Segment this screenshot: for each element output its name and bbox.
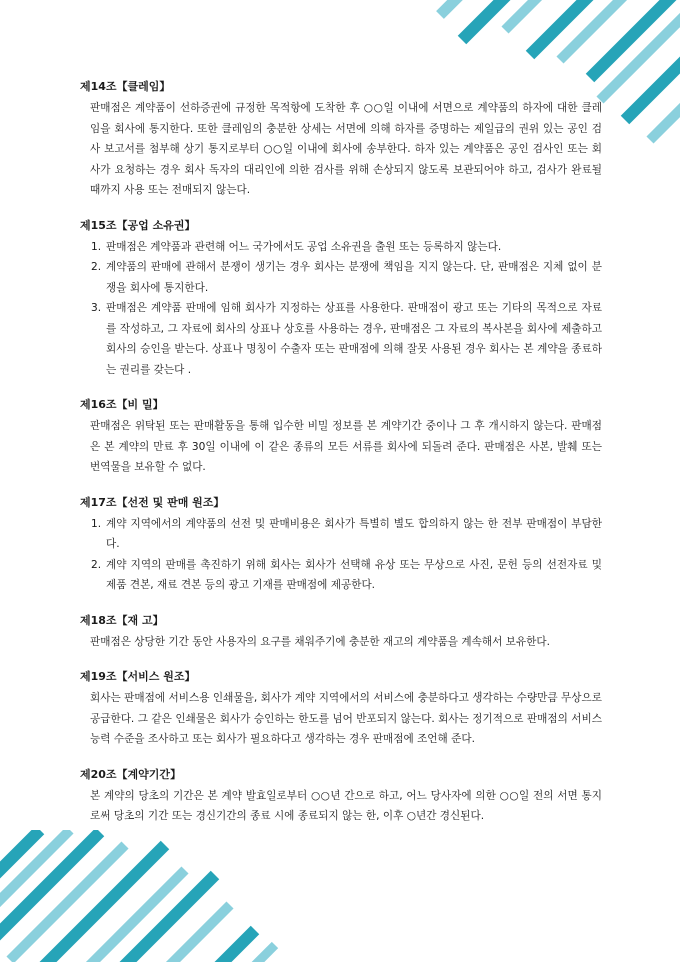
clause-number: 2. [91, 261, 102, 273]
article-20-contract-term [80, 766, 602, 827]
clause-text: 판매점은 계약품과 관련해 어느 국가에서도 공업 소유권을 출원 또는 등록하지 않는다. [106, 240, 502, 253]
clause-item [80, 257, 602, 298]
article-body: 회사는 판매점에 서비스용 인쇄물을, 회사가 계약 지역에서의 서비스에 충분하다고 생각하는 수량만큼 무상으로 공급한다. 그 같은 인쇄물은 회사가 승인하는 한도를 넘어 반포되지 않는다. 회사는 정기적으로 판매점의 서비스 능력 수준을 조사하고 또는 회사가 필요하다고 생각하는 경우 판매점에 조언해 준다. [90, 692, 602, 745]
article-16-confidentiality [80, 396, 602, 478]
article-title: 제15조【공업 소유권】 [80, 218, 196, 232]
clause-item [80, 298, 602, 380]
article-body: 본 계약의 당초의 기간은 본 계약 발효일로부터 ○○년 간으로 하고, 어느 당사자에 의한 ○○일 전의 서면 통지로써 당초의 기간 또는 경신기간의 종료 시에 종료되지 않는 한, 이후 ○년간 경신된다. [90, 789, 602, 822]
clause-item [80, 555, 602, 596]
article-clause-list [80, 514, 602, 596]
clause-item [80, 237, 602, 258]
clause-number: 1. [91, 517, 102, 530]
article-15-industrial-property [80, 217, 602, 381]
clause-text: 계약 지역의 판매를 촉진하기 위해 회사는 회사가 선택해 유상 또는 무상으로 사진, 문헌 등의 선전자료 및 제품 견본, 재료 견본 등의 광고 기재를 판매점에 제공한다. [106, 558, 602, 591]
clause-number: 3. [91, 302, 102, 314]
article-18-inventory [80, 612, 602, 653]
article-title: 제14조【클레임】 [80, 80, 171, 93]
contract-document [80, 78, 602, 843]
article-14-claims [80, 78, 602, 201]
article-17-advertising-support [80, 494, 602, 596]
article-title: 제17조【선전 및 판매 원조】 [80, 495, 225, 509]
clause-number: 1. [91, 240, 102, 253]
article-clause-list [80, 237, 602, 381]
article-body: 판매점은 계약품이 선하증권에 규정한 목적항에 도착한 후 ○○일 이내에 서면으로 계약품의 하자에 대한 클레임을 회사에 통지한다. 또한 클레임의 충분한 상세는 서면에 의해 하자를 증명하는 제일급의 권위 있는 공인 검사 보고서를 첨부해 상기 통지로부터 ○○일 이내에 회사에 송부한다. 하자 있는 계약품은 공인 검사인 또는 회사가 요청하는 경우 회사 독자의 대리인에 의한 검사를 위해 손상되지 않도록 보관되어야 하고, 검사가 완료될 때까지 사용 또는 전매되지 않는다. [90, 102, 602, 196]
clause-item [80, 514, 602, 555]
bottom-left-stripe-decoration [0, 830, 300, 962]
clause-number: 2. [91, 558, 102, 571]
article-19-service-support [80, 668, 602, 750]
article-body: 판매점은 위탁된 또는 판매활동을 통해 입수한 비밀 정보를 본 계약기간 중이나 그 후 개시하지 않는다. 판매점은 본 계약의 만료 후 30일 이내에 이 같은 종류의 모든 서류를 회사에 되돌려 준다. 판매점은 사본, 발췌 또는 번역물을 보유할 수 없다. [90, 420, 602, 473]
article-body: 판매점은 상당한 기간 동안 사용자의 요구를 채워주기에 충분한 재고의 계약품을 계속해서 보유한다. [90, 635, 550, 648]
article-title: 제20조【계약기간】 [80, 767, 182, 781]
article-title: 제18조【재 고】 [80, 613, 164, 627]
clause-text: 계약품의 판매에 관해서 분쟁이 생기는 경우 회사는 분쟁에 책임을 지지 않는다. 단, 판매점은 지체 없이 분쟁을 회사에 통지한다. [106, 261, 602, 294]
clause-text: 계약 지역에서의 계약품의 선전 및 판매비용은 회사가 특별히 별도 합의하지 않는 한 전부 판매점이 부담한다. [106, 517, 602, 550]
article-title: 제16조【비 밀】 [80, 398, 164, 411]
article-title: 제19조【서비스 원조】 [80, 670, 196, 683]
clause-text: 판매점은 계약품 판매에 임해 회사가 지정하는 상표를 사용한다. 판매점이 광고 또는 기타의 목적으로 자료를 작성하고, 그 자료에 회사의 상표나 상호를 사용하는 경우, 판매점은 그 자료의 복사본을 회사에 제출하고 회사의 승인을 받는다. 상표나 명칭이 수출자 또는 판매점에 의해 잘못 사용된 경우 회사는 본 계약을 종료하는 권리를 갖는다 . [106, 302, 602, 376]
